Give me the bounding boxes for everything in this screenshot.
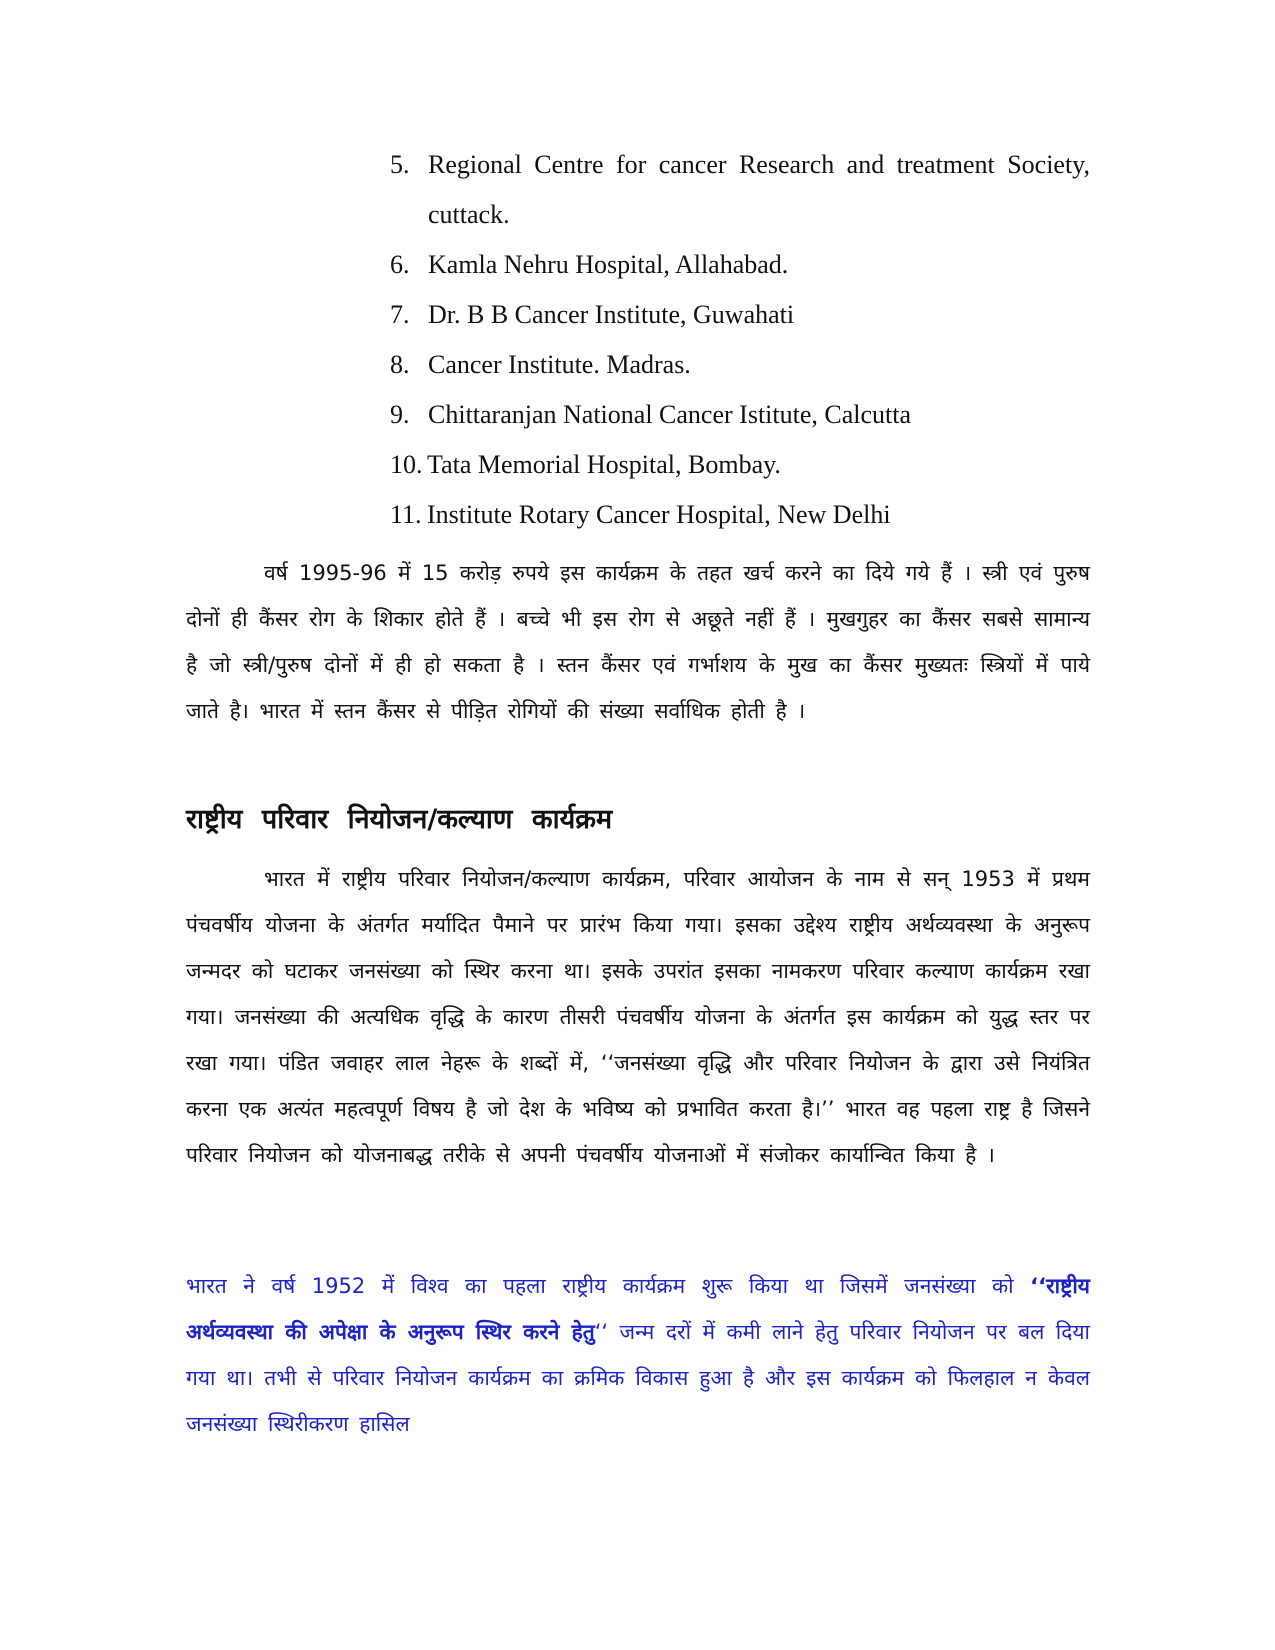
list-item: [390, 140, 1090, 240]
list-item-number: 9.: [390, 400, 410, 429]
family-planning-paragraph: भारत में राष्ट्रीय परिवार नियोजन/कल्याण कार्यक्रम, परिवार आयोजन के नाम से सन् 1953 में प्रथम पंचवर्षीय योजना के अंतर्गत मर्यादित पैमाने पर प्रारंभ किया गया। इसका उद्देश्य राष्ट्रीय अर्थव्यवस्था के अनुरूप जन्मदर को घटाकर जनसंख्या को स्थिर करना था। इसके उपरांत इसका नामकरण परिवार कल्याण कार्यक्रम रखा गया। जनसंख्या की अत्यधिक वृद्धि के कारण तीसरी पंचवर्षीय योजना के अंतर्गत इस कार्यक्रम को युद्ध स्तर पर रखा गया। पंडित जवाहर लाल नेहरू के शब्दों में, ‘‘जनसंख्या वृद्धि और परिवार नियोजन के द्वारा उसे नियंत्रित करना एक अत्यंत महत्वपूर्ण विषय है जो देश के भविष्य को प्रभावित करता है।’’ भारत वह पहला राष्ट्र है जिसने परिवार नियोजन को योजनाबद्ध तरीके से अपनी पंचवर्षीय योजनाओं में संजोकर कार्यान्वित किया है ।: [186, 867, 1090, 1167]
list-item-number: 8.: [390, 350, 410, 379]
list-item: [390, 240, 1090, 290]
list-item: [390, 490, 1090, 540]
list-item: [390, 290, 1090, 340]
list-item: [390, 440, 1090, 490]
list-item-text: Tata Memorial Hospital, Bombay.: [427, 450, 781, 479]
list-item-number: 7.: [390, 300, 410, 329]
list-item: [390, 340, 1090, 390]
highlighted-bold-quote: ‘‘राष्ट्रीय अर्थव्यवस्था की अपेक्षा के अनुरूप स्थिर करने हेतु: [186, 1274, 1090, 1344]
list-item-text: Regional Centre for cancer Research and treatment Society, cuttack.: [428, 150, 1090, 229]
highlighted-text-end: ‘‘ जन्म दरों में कमी लाने हेतु परिवार नियोजन पर बल दिया गया था। तभी से परिवार नियोजन कार्यक्रम का क्रमिक विकास हुआ है और इस कार्यक्रम को फिलहाल न केवल जनसंख्या स्थिरीकरण हासिल: [186, 1320, 1090, 1436]
section-heading: राष्ट्रीय परिवार नियोजन/कल्याण कार्यक्रम: [186, 804, 613, 835]
list-item: [390, 390, 1090, 440]
list-item-number: 10.: [390, 450, 423, 479]
institute-list: [390, 140, 1090, 540]
list-item-text: Institute Rotary Cancer Hospital, New Delhi: [427, 500, 891, 529]
list-item-text: Chittaranjan National Cancer Istitute, Calcutta: [428, 400, 912, 429]
list-item-number: 11.: [390, 500, 422, 529]
cancer-paragraph: वर्ष 1995-96 में 15 करोड़ रुपये इस कार्यक्रम के तहत खर्च करने का दिये गये हैं । स्त्री एवं पुरुष दोनों ही कैंसर रोग के शिकार होते हैं । बच्चे भी इस रोग से अछूते नहीं हैं । मुखगुहर का कैंसर सबसे सामान्य है जो स्त्री/पुरुष दोनों में ही हो सकता है । स्तन कैंसर एवं गर्भाशय के मुख का कैंसर मुख्यतः स्त्रियों में पाये जाते है। भारत में स्तन कैंसर से पीड़ित रोगियों की संख्या सर्वाधिक होती है ।: [186, 561, 1090, 723]
list-item-number: 5.: [390, 150, 410, 179]
highlighted-paragraph: [186, 1263, 1090, 1447]
list-item-text: Dr. B B Cancer Institute, Guwahati: [428, 300, 795, 329]
list-item-text: Cancer Institute. Madras.: [428, 350, 691, 379]
highlighted-text-start: भारत ने वर्ष 1952 में विश्व का पहला राष्ट्रीय कार्यक्रम शुरू किया था जिसमें जनसंख्या को: [186, 1274, 1031, 1298]
list-item-text: Kamla Nehru Hospital, Allahabad.: [428, 250, 789, 279]
list-item-number: 6.: [390, 250, 410, 279]
